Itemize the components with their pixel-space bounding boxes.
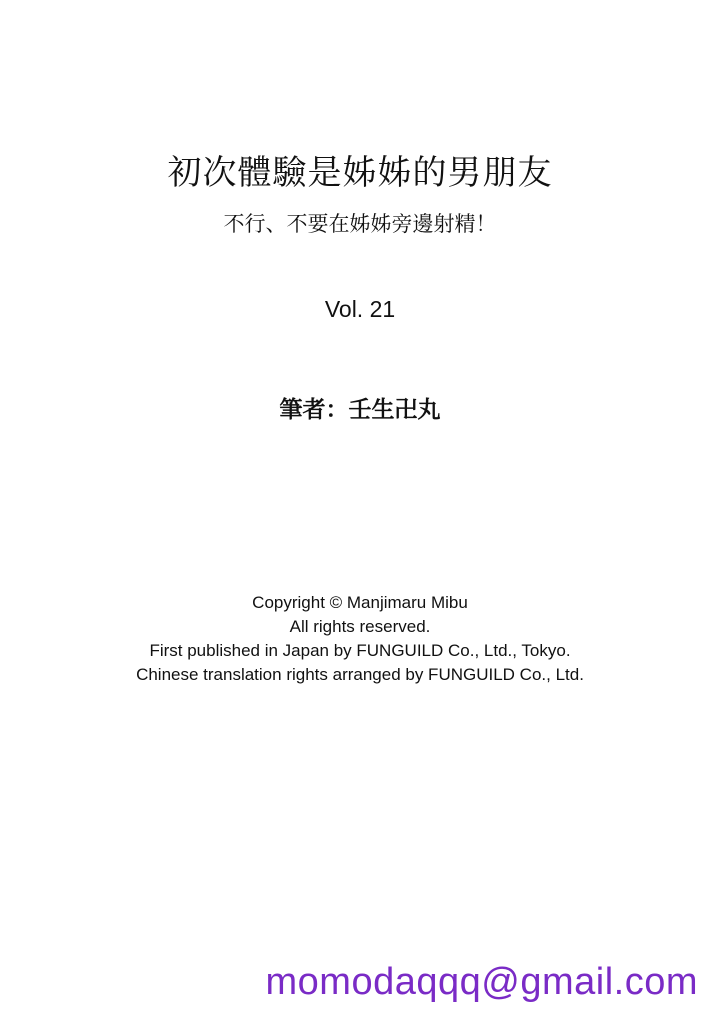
volume-number: Vol. 21 [324, 296, 396, 322]
publication-line: First published in Japan by FUNGUILD Co., Ltd., Tokyo. [149, 641, 571, 660]
author-credit: 筆者：壬生卍丸 [279, 397, 441, 423]
book-title: 初次體驗是姊姊的男朋友 [167, 153, 553, 193]
copyright-line: Copyright © Manjimaru Mibu [252, 593, 468, 612]
translation-rights-line: Chinese translation rights arranged by FUNGUILD Co., Ltd. [136, 665, 584, 684]
book-subtitle: 不行、不要在姊姊旁邊射精！ [223, 212, 497, 236]
copyright-notice [0, 591, 720, 687]
watermark-email: momodaqqq@gmail.com [265, 961, 698, 1003]
rights-line: All rights reserved. [289, 617, 431, 636]
